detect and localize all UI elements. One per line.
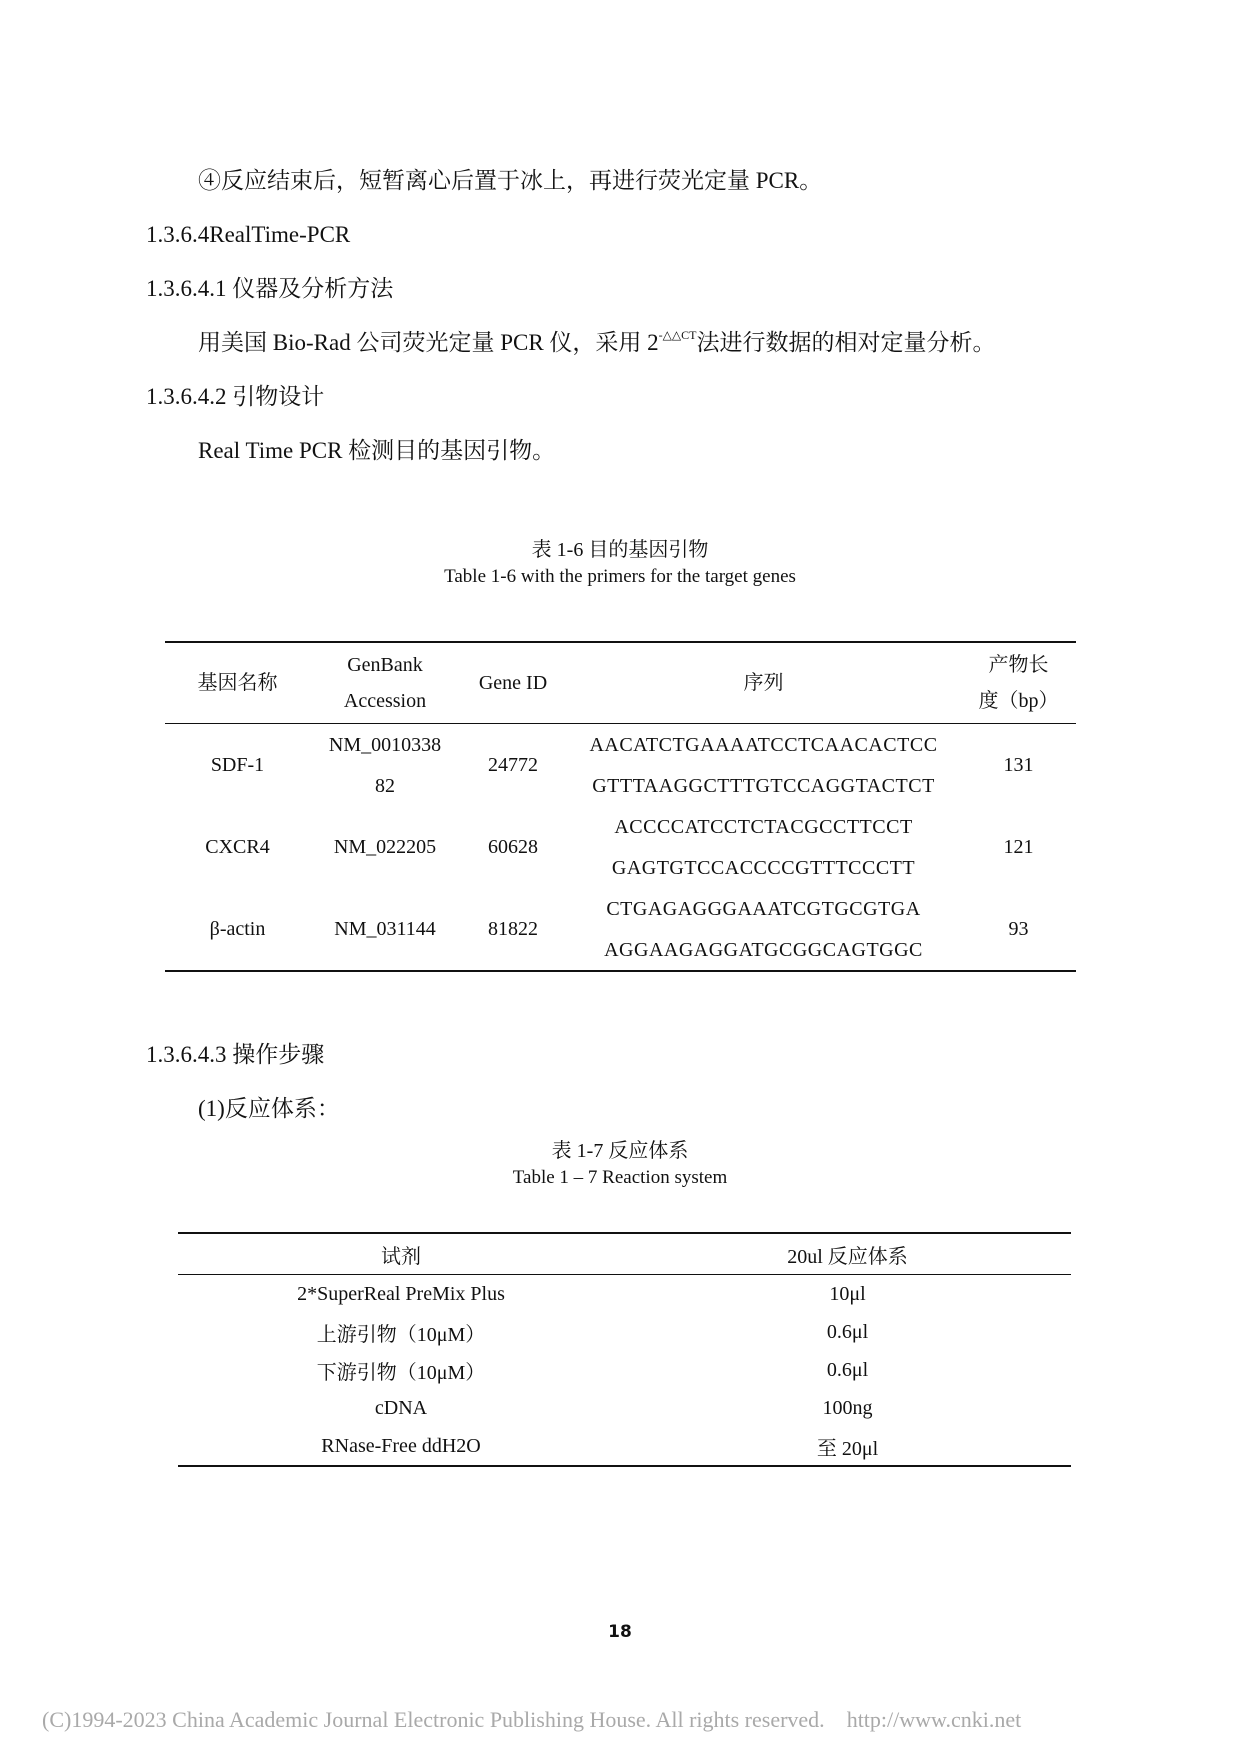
- section-heading-instrument: 1.3.6.4.1 仪器及分析方法: [146, 276, 394, 301]
- table1-caption-en: Table 1-6 with the primers for the target genes: [444, 566, 796, 587]
- delta-delta-ct-superscript: -△△CT: [658, 328, 697, 342]
- header-genbank-line2: Accession: [343, 690, 427, 712]
- product-length-cell: 131: [1003, 754, 1034, 776]
- step-4-paragraph: ④反应结束后，短暂离心后置于冰上，再进行荧光定量 PCR。: [198, 168, 823, 193]
- reagent-cell: cDNA: [374, 1396, 428, 1419]
- header-gene-id: Gene ID: [460, 642, 566, 724]
- table2-caption-cn: 表 1-7 反应体系: [551, 1140, 689, 1162]
- table-row: [165, 888, 1076, 929]
- gene-id-cell: 24772: [488, 754, 538, 776]
- volume-cell: 10μl: [829, 1282, 866, 1305]
- header-length-line2: 度（bp）: [978, 690, 1059, 712]
- page-number: 18: [608, 1622, 632, 1642]
- table-row: [165, 806, 1076, 847]
- table-row: [178, 1427, 1071, 1466]
- header-product-length: [961, 642, 1076, 724]
- table-row: [165, 724, 1076, 766]
- volume-cell: 0.6μl: [826, 1320, 869, 1343]
- section-heading-primer-design: 1.3.6.4.2 引物设计: [146, 384, 325, 409]
- cnki-url-link[interactable]: http://www.cnki.net: [846, 1707, 1022, 1732]
- table-header-row: [178, 1233, 1071, 1275]
- table-row: [178, 1313, 1071, 1351]
- accession-cell: NM_022205: [333, 836, 437, 858]
- gene-name-cell: CXCR4: [205, 836, 270, 858]
- instrument-paragraph: [198, 328, 995, 358]
- reverse-primer-cell: AGGAAGAGGATGCGGCAGTGGC: [604, 938, 923, 961]
- product-length-cell: 93: [1008, 918, 1029, 940]
- reagent-cell: RNase-Free ddH2O: [321, 1434, 481, 1457]
- accession-cell-line2: 82: [375, 774, 395, 797]
- forward-primer-cell: ACCCCATCCTCTACGCCTTCCT: [614, 815, 913, 838]
- table-header-row: [165, 642, 1076, 724]
- gene-id-cell: 81822: [488, 918, 538, 940]
- header-reagent: 试剂: [178, 1233, 624, 1275]
- forward-primer-cell: CTGAGAGGGAAATCGTGCGTGA: [606, 897, 921, 920]
- section-heading-realtime-pcr: 1.3.6.4RealTime-PCR: [146, 222, 351, 247]
- reagent-cell: 下游引物（10μM）: [316, 1361, 486, 1384]
- table2-caption-en: Table 1 – 7 Reaction system: [512, 1167, 728, 1188]
- reagent-cell: 上游引物（10μM）: [316, 1323, 486, 1346]
- instrument-text-pre: 用美国 Bio-Rad 公司荧光定量 PCR 仪，采用 2: [198, 330, 659, 355]
- reaction-system-table: [178, 1232, 1071, 1467]
- section-heading-steps: 1.3.6.4.3 操作步骤: [146, 1042, 325, 1067]
- gene-name-cell: β-actin: [209, 918, 266, 940]
- header-genbank-accession: [310, 642, 460, 724]
- header-volume: 20ul 反应体系: [624, 1233, 1071, 1275]
- header-genbank-line1: GenBank: [347, 654, 423, 676]
- accession-cell: NM_031144: [334, 918, 436, 940]
- header-length-line1: 产物长: [988, 654, 1049, 676]
- primer-paragraph: Real Time PCR 检测目的基因引物。: [198, 438, 556, 463]
- reverse-primer-cell: GAGTGTCCACCCCGTTTCCCTT: [611, 856, 916, 879]
- header-sequence: 序列: [566, 642, 961, 724]
- reverse-primer-cell: GTTTAAGGCTTTGTCCAGGTACTCT: [592, 774, 935, 797]
- forward-primer-cell: AACATCTGAAAATCCTCAACACTCC: [589, 733, 938, 756]
- volume-cell: 至 20μl: [816, 1437, 879, 1460]
- volume-cell: 100ng: [822, 1396, 873, 1419]
- table1-caption-cn: 表 1-6 目的基因引物: [531, 539, 709, 561]
- primer-table: [165, 641, 1076, 972]
- volume-cell: 0.6μl: [826, 1358, 869, 1381]
- table-row: [178, 1389, 1071, 1427]
- gene-id-cell: 60628: [488, 836, 538, 858]
- instrument-text-post: 法进行数据的相对定量分析。: [696, 330, 996, 355]
- table-row: [178, 1351, 1071, 1389]
- reaction-system-label: (1)反应体系：: [198, 1096, 340, 1121]
- table-row: [178, 1275, 1071, 1314]
- accession-cell-line1: NM_0010338: [328, 733, 442, 756]
- copyright-footer: [42, 1707, 1021, 1733]
- reagent-cell: 2*SuperReal PreMix Plus: [297, 1282, 505, 1305]
- gene-name-cell: SDF-1: [210, 754, 265, 776]
- copyright-text: (C)1994-2023 China Academic Journal Electronic Publishing House. All rights reserved.: [42, 1707, 825, 1732]
- header-gene-name: 基因名称: [165, 642, 310, 724]
- product-length-cell: 121: [1003, 836, 1034, 858]
